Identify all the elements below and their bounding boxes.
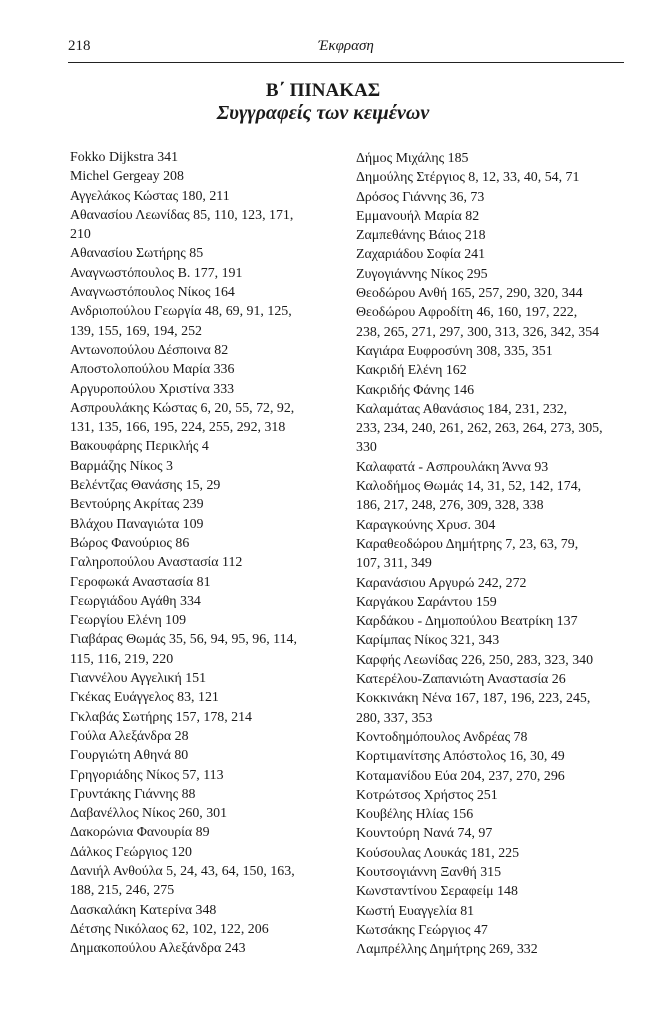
page-header xyxy=(68,36,624,63)
index-entry-line: Καραγκούνης Χρυσ. 304 xyxy=(356,517,496,533)
index-entry-line: Κοκκινάκη Νένα 167, 187, 196, 223, 245, xyxy=(356,691,591,707)
index-entry-line: 188, 215, 246, 275 xyxy=(70,883,175,899)
index-entry-line: Κοντοδημόπουλος Ανδρέας 78 xyxy=(356,729,528,745)
index-entry-line: Γκλαβάς Σωτήρης 157, 178, 214 xyxy=(70,709,253,725)
page-number: 218 xyxy=(68,38,91,54)
index-entry-line: Ζυγογιάννης Νίκος 295 xyxy=(356,266,488,282)
index-entry-line: Γεροφωκά Αναστασία 81 xyxy=(70,574,211,590)
index-entry-line: Δημακοπούλου Αλεξάνδρα 243 xyxy=(70,941,246,957)
index-entry-line: Θεοδώρου Αφροδίτη 46, 160, 197, 222, xyxy=(356,305,578,321)
index-entry-line: Βλάχου Παναγιώτα 109 xyxy=(70,516,204,532)
index-entry-line: Θεοδώρου Ανθή 165, 257, 290, 320, 344 xyxy=(356,286,583,302)
index-entry-line: Κουντούρη Νανά 74, 97 xyxy=(356,826,493,842)
index-entry-line: Κακριδή Ελένη 162 xyxy=(356,363,467,379)
running-title: Έκφραση xyxy=(318,38,374,54)
index-entry-line: Κωτσάκης Γεώργιος 47 xyxy=(356,922,488,938)
index-entry-line: Αθανασίου Σωτήρης 85 xyxy=(70,246,204,262)
index-entry-line: Καλοδήμος Θωμάς 14, 31, 52, 142, 174, xyxy=(356,479,582,495)
index-subheading: Συγγραφείς των κειμένων xyxy=(216,102,430,124)
index-entry-line: Γαληροπούλου Αναστασία 112 xyxy=(70,555,243,571)
index-entry-line: 330 xyxy=(356,440,377,456)
index-entry-line: Βεντούρης Ακρίτας 239 xyxy=(70,497,204,513)
index-entry-line: Αποστολοπούλου Μαρία 336 xyxy=(70,362,235,378)
index-entry-line: Ασπρουλάκης Κώστας 6, 20, 55, 72, 92, xyxy=(70,400,295,416)
index-entry-line: Λαμπρέλλης Δημήτρης 269, 332 xyxy=(356,942,538,958)
index-entry-line: Κωνσταντίνου Σεραφείμ 148 xyxy=(356,884,518,900)
index-entry-line: Αναγνωστόπουλος Νίκος 164 xyxy=(70,285,235,301)
index-entry-line: Γούλα Αλεξάνδρα 28 xyxy=(70,728,189,744)
index-entry-line: Καλαφατά - Ασπρουλάκη Άννα 93 xyxy=(356,459,549,475)
index-entry-line: Κουτσογιάννη Ξανθή 315 xyxy=(356,864,502,880)
index-entry-line: Γιαβάρας Θωμάς 35, 56, 94, 95, 96, 114, xyxy=(70,632,297,648)
index-entry-line: 107, 311, 349 xyxy=(356,556,432,572)
index-entry-line: Βώρος Φανούριος 86 xyxy=(70,535,190,551)
index-entry-line: 210 xyxy=(70,227,91,243)
index-entry-line: Αργυροπούλου Χριστίνα 333 xyxy=(70,381,235,397)
index-entry-line: 115, 116, 219, 220 xyxy=(70,651,174,667)
index-entry-line: Καραθεοδώρου Δημήτρης 7, 23, 63, 79, xyxy=(356,536,579,552)
index-entry-line: Γεωργίου Ελένη 109 xyxy=(70,613,187,629)
index-entry-line: 280, 337, 353 xyxy=(356,710,433,726)
index-entry-line: Δημούλης Στέργιος 8, 12, 33, 40, 54, 71 xyxy=(356,170,580,186)
index-entry-line: Κορτιμανίτσης Απόστολος 16, 30, 49 xyxy=(356,749,565,765)
index-entry-line: Κωστή Ευαγγελία 81 xyxy=(356,903,475,919)
index-entry-line: Δήμος Μιχάλης 185 xyxy=(356,151,469,166)
index-entry-line: Κατερέλου-Ζαπανιώτη Αναστασία 26 xyxy=(356,672,566,688)
index-entry-line: Καλαμάτας Αθανάσιος 184, 231, 232, xyxy=(356,401,568,417)
index-entry-line: 233, 234, 240, 261, 262, 263, 264, 273, 305, xyxy=(356,421,603,437)
index-entry-line: Εμμανουήλ Μαρία 82 xyxy=(356,208,480,224)
index-heading: Β΄ ΠΙΝΑΚΑΣ xyxy=(265,80,381,101)
index-entry-line: Ζαχαριάδου Σοφία 241 xyxy=(356,247,486,263)
index-entry-line: Κούσουλας Λουκάς 181, 225 xyxy=(356,845,520,861)
index-entry-line: Γεωργιάδου Αγάθη 334 xyxy=(70,593,201,609)
index-entry-line: Βελέντζας Θανάσης 15, 29 xyxy=(70,478,221,494)
index-entry-line: Michel Gergeay 208 xyxy=(70,169,184,185)
index-entry-line: Βακουφάρης Περικλής 4 xyxy=(70,439,209,455)
index-entry-line: 238, 265, 271, 297, 300, 313, 326, 342, 354 xyxy=(356,324,600,340)
index-entry-line: 139, 155, 169, 194, 252 xyxy=(70,323,202,339)
index-entry-line: Κοταμανίδου Εύα 204, 237, 270, 296 xyxy=(356,768,565,784)
index-entry-line: Καρανάσιου Αργυρώ 242, 272 xyxy=(356,575,527,591)
index-entry-line: Γρυντάκης Γιάννης 88 xyxy=(70,786,196,802)
index-entry-line: Γιαννέλου Αγγελική 151 xyxy=(70,671,207,687)
index-entry-line: Δέτσης Νικόλαος 62, 102, 122, 206 xyxy=(70,921,269,937)
index-entry-line: Δανιήλ Ανθούλα 5, 24, 43, 64, 150, 163, xyxy=(70,863,295,879)
index-entry-line: 131, 135, 166, 195, 224, 255, 292, 318 xyxy=(70,420,286,436)
index-entry-line: Αντωνοπούλου Δέσποινα 82 xyxy=(70,342,229,358)
index-entry-line: Αθανασίου Λεωνίδας 85, 110, 123, 171, xyxy=(70,207,294,223)
index-entry-line: Δακορώνια Φανουρία 89 xyxy=(70,825,210,841)
index-column-right xyxy=(356,149,628,959)
index-entry-line: Κουβέλης Ηλίας 156 xyxy=(356,807,474,823)
index-entry-line: Γουργιώτη Αθηνά 80 xyxy=(70,748,189,764)
index-entry-line: Γρηγοριάδης Νίκος 57, 113 xyxy=(70,767,224,783)
index-entry-line: Κακριδής Φάνης 146 xyxy=(356,382,475,398)
index-entry-line: Κοτρώτσος Χρήστος 251 xyxy=(356,787,498,803)
index-entry-line: Καργάκου Σαράντου 159 xyxy=(356,594,497,610)
index-entry-line: Ανδριοπούλου Γεωργία 48, 69, 91, 125, xyxy=(70,304,292,320)
index-entry-line: 186, 217, 248, 276, 309, 328, 338 xyxy=(356,498,544,514)
index-entry-line: Δαβανέλλος Νίκος 260, 301 xyxy=(70,806,228,822)
index-entry-line: Γκέκας Ευάγγελος 83, 121 xyxy=(70,690,219,706)
index-entry-line: Αναγνωστόπουλος Β. 177, 191 xyxy=(70,265,243,281)
index-entry-line: Ζαμπεθάνης Βάιος 218 xyxy=(356,228,486,244)
index-entry-line: Αγγελάκος Κώστας 180, 211 xyxy=(70,188,230,204)
index-entry-line: Δρόσος Γιάννης 36, 73 xyxy=(356,189,485,205)
index-entry-line: Καρφής Λεωνίδας 226, 250, 283, 323, 340 xyxy=(356,652,594,668)
index-column-left xyxy=(70,148,336,958)
title-block xyxy=(0,80,646,125)
index-entry-line: Δάλκος Γεώργιος 120 xyxy=(70,844,193,860)
index-entry-line: Καρδάκου - Δημοπούλου Βεατρίκη 137 xyxy=(356,614,578,630)
index-entry-line: Καρίμπας Νίκος 321, 343 xyxy=(356,633,500,649)
index-entry-line: Καγιάρα Ευφροσύνη 308, 335, 351 xyxy=(356,343,553,359)
index-entry-line: Fokko Dijkstra 341 xyxy=(70,150,179,165)
index-entry-line: Βαρμάζης Νίκος 3 xyxy=(70,458,173,474)
index-entry-line: Δασκαλάκη Κατερίνα 348 xyxy=(70,902,217,918)
